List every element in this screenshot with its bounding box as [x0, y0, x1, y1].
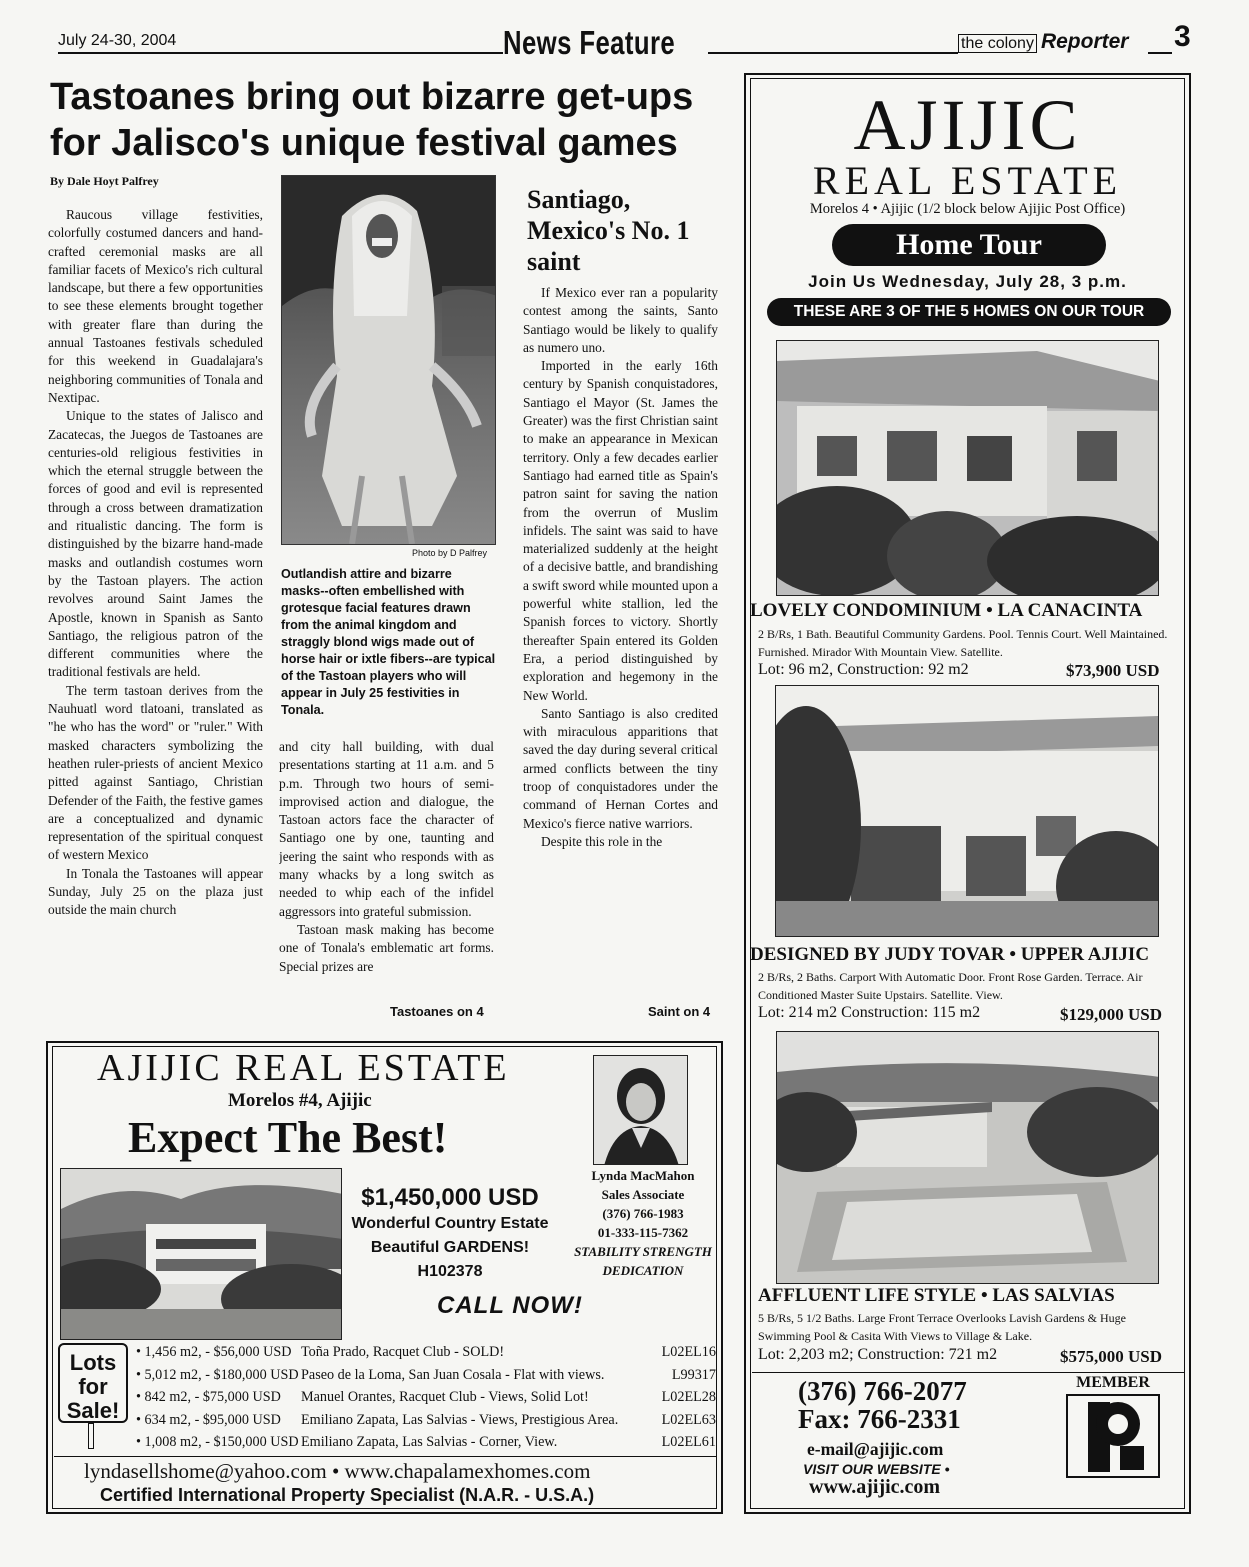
listing-price: $575,000 USD	[1060, 1347, 1163, 1366]
estate-line: Wonderful Country Estate	[351, 1215, 549, 1232]
lots-for-sale-sign-icon	[58, 1343, 128, 1423]
lot-description: Emiliano Zapata, Las Salvias - Corner, View.	[301, 1434, 558, 1450]
article-paragraph: and city hall building, with dual presentations starting at 11 a.m. and 5 p.m. Through two hours of semi-improvised action and dialogue, the Tastoan actors face the character of Santiago one by one, taunting and jeering the saint who responds with as many whacks by a long switch as needed to whip each of the infidel aggressors into grateful submission.	[279, 739, 494, 919]
header-rule-mid	[708, 52, 958, 54]
agent-motto: STABILITY STRENGTH	[574, 1244, 712, 1259]
contact-divider	[752, 1372, 1184, 1373]
lot-row	[136, 1341, 716, 1364]
lot-row	[136, 1431, 716, 1454]
article-paragraph: Unique to the states of Jalisco and Zacatecas, the Juegos de Tastoanes are centuries-old religious festivities in which the eternal struggle between the forces of good and evil is represented through a cross between dramatization and ritualistic dancing. The form is distinguished by the bizarre hand-made masks and outlandish costumes worn by the Tastoan players. The action revolves around Saint James the Apostle, known in Spanish as Santo Santiago, the religious patron of the different communities where the traditional festivals are held.	[48, 408, 263, 680]
article-paragraph: Tastoan mask making has become one of Tonala's emblematic art forms. Special prizes are	[279, 921, 494, 974]
sidebar-paragraph: Imported in the early 16th century by Spanish conquistadores, Santiago el Mayor (St. James the Greater) was the first Christian saint to make an appearance in Mexican territory. Only a few decades earlier Santiago had earned title as Spain's patron saint for saving the nation from the overrun of Muslim infidels. The saint was said to have materialized suddenly at the height of a decisive battle, and brandishing a swift sword while mounted upon a powerful white stallion, led the Spanish forces to victory. Shortly thereafter Spain entered its Golden Era, a period distinguished by exploration and hegemony in the New World.	[523, 358, 718, 703]
lot-row	[136, 1364, 716, 1387]
article-column-2	[279, 738, 494, 998]
listing-photo-tovar	[775, 685, 1159, 937]
ad-brand-title: AJIJIC	[853, 85, 1082, 165]
agent-info	[568, 1166, 718, 1280]
jump-saint: Saint on 4	[648, 1004, 711, 1019]
lot-code: L02EL63	[661, 1411, 716, 1428]
estate-code: H102378	[417, 1263, 483, 1280]
lot-row	[136, 1409, 716, 1432]
lot-description: Manuel Orantes, Racquet Club - Views, Solid Lot!	[301, 1389, 589, 1405]
agent-phone: (376) 766-1983	[602, 1206, 684, 1221]
listing-lot: Lot: 96 m2, Construction: 92 m2	[758, 661, 969, 678]
header-rule-right	[1148, 52, 1172, 54]
agent-title: Sales Associate	[601, 1187, 685, 1202]
lot-size-price: • 5,012 m2, - $180,000 USD	[136, 1366, 299, 1383]
listing-title: LOVELY CONDOMINIUM • LA CANACINTA	[750, 600, 1143, 621]
section-title: News Feature	[503, 24, 676, 61]
lot-size-price: • 1,008 m2, - $150,000 USD	[136, 1434, 299, 1450]
lots-sign-line: Sale!	[66, 1398, 120, 1423]
estate-price: $1,450,000 USD	[361, 1184, 539, 1211]
photo-credit: Photo by D Palfrey	[412, 548, 488, 558]
lots-sign-line: Lots for	[69, 1350, 117, 1399]
lot-size-price: • 842 m2, - $75,000 USD	[136, 1389, 281, 1405]
home-tour-badge: Home Tour	[832, 224, 1106, 266]
ad-phone: (376) 766-2077	[798, 1376, 967, 1406]
byline: By Dale Hoyt Palfrey	[50, 174, 159, 188]
ad-slogan: Expect The Best!	[128, 1113, 448, 1162]
sidebar-paragraph: If Mexico ever ran a popularity contest among the saints, Santo Santiago would be likely to qualify as numero uno.	[523, 285, 718, 355]
agent-phone-alt: 01-333-115-7362	[597, 1225, 689, 1240]
agent-motto: DEDICATION	[602, 1263, 684, 1278]
lot-row	[136, 1386, 716, 1409]
ad-fax: Fax: 766-2331	[798, 1404, 961, 1434]
lot-description: Paseo de la Loma, San Juan Cosala - Flat with views.	[301, 1366, 605, 1383]
paper-prefix: the colony	[958, 34, 1037, 53]
listing-title: DESIGNED BY JUDY TOVAR • UPPER AJIJIC	[750, 944, 1150, 965]
lots-table	[136, 1341, 716, 1454]
lot-size-price: • 634 m2, - $95,000 USD	[136, 1411, 281, 1428]
ad-address: Morelos 4 • Ajijic (1/2 block below Ajijic Post Office)	[809, 201, 1126, 217]
listing-lot: Lot: 2,203 m2; Construction: 721 m2	[758, 1346, 998, 1363]
sidebar-subhead: Santiago, Mexico's No. 1 saint	[527, 185, 690, 276]
sidebar-paragraph: Santo Santiago is also credited with miraculous apparitions that saved the day during several critical armed conflicts between the tiny troop of conquistadores under the command of Hernan Cortes and Mexico's fierce native warriors.	[523, 705, 718, 831]
ad-email: e-mail@ajijic.com	[807, 1439, 944, 1459]
ad-certification: Certified International Property Specialist (N.A.R. - U.S.A.)	[100, 1485, 595, 1505]
header-rule-left	[58, 52, 503, 54]
listing-title: AFFLUENT LIFE STYLE • LAS SALVIAS	[758, 1285, 1115, 1306]
sign-post	[88, 1423, 94, 1449]
ad-brand-subtitle: REAL ESTATE	[812, 158, 1123, 203]
listing-lot: Lot: 214 m2 Construction: 115 m2	[758, 1004, 981, 1021]
jump-tastoanes: Tastoanes on 4	[390, 1004, 484, 1019]
estate-photo	[60, 1168, 342, 1340]
article-paragraph: In Tonala the Tastoanes will appear Sunday, July 25 on the plaza just outside the main church	[48, 865, 263, 918]
ad-web-line: lyndasellshome@yahoo.com • www.chapalamexhomes.com	[84, 1459, 591, 1483]
listing-description: 5 B/Rs, 5 1/2 Baths. Large Front Terrace Overlooks Lavish Gardens & Huge Swimming Pool & Casita With Views to Village & Lake.	[758, 1311, 1126, 1343]
paper-name	[958, 30, 1128, 54]
listing-photo-condo	[776, 340, 1159, 596]
member-logo-icon	[1066, 1394, 1160, 1478]
listing-description: 2 B/Rs, 2 Baths. Carport With Automatic Door. Front Rose Garden. Terrace. Air Conditioned Master Suite Upstairs. Satellite. View.	[758, 970, 1143, 1002]
sidebar-paragraph: Despite this role in the	[541, 833, 663, 849]
ad-bottom-brand: AJIJIC REAL ESTATE	[97, 1047, 510, 1089]
listing-photo-salvias	[776, 1031, 1159, 1284]
tour-banner: THESE ARE 3 OF THE 5 HOMES ON OUR TOUR	[767, 298, 1171, 326]
lot-description: Emiliano Zapata, Las Salvias - Views, Prestigious Area.	[301, 1411, 619, 1428]
member-label: MEMBER	[1076, 1374, 1150, 1391]
paper-title: Reporter	[1040, 30, 1129, 53]
tastoan-photo	[281, 175, 496, 545]
lot-code: L02EL16	[661, 1344, 716, 1360]
estate-line: Beautiful GARDENS!	[370, 1239, 530, 1256]
article-paragraph: The term tastoan derives from the Nauhuatl word tlatoani, translated as "he who has the word" or "ruler." With masked characters symbolizing the heathen ruler-priests of ancient Mexico pitted against Santiago, Christian Defender of the Faith, the festive games are a conceptualized and dynamic representation of the spiritual conquest of western Mexico	[48, 682, 263, 863]
listing-price: $129,000 USD	[1060, 1005, 1163, 1024]
page-number: 3	[1174, 20, 1191, 53]
article-paragraph: Raucous village festivities, colorfully costumed dancers and hand-crafted ceremonial masks are all familiar facets of Mexico's rich cultural landscape, but there a few opportunities to see these elements brought together with greater flare than during the annual Tastoanes festivals scheduled for this weekend in Guadalajara's neighboring communities of Tonala and Nextipac.	[48, 207, 263, 405]
headline	[50, 74, 740, 166]
call-now: CALL NOW!	[437, 1292, 583, 1319]
ad-website: www.ajijic.com	[809, 1476, 941, 1498]
listing-description: 2 B/Rs, 1 Bath. Beautiful Community Gardens. Pool. Tennis Court. Well Maintained. Furnished. Mirador With Mountain View. Satellite.	[758, 627, 1168, 659]
ad-bottom-address: Morelos #4, Ajijic	[228, 1090, 372, 1111]
lot-code: L02EL28	[661, 1389, 716, 1405]
tour-date: Join Us Wednesday, July 28, 3 p.m.	[808, 272, 1127, 291]
lot-size-price: • 1,456 m2, - $56,000 USD	[136, 1344, 292, 1360]
agent-name: Lynda MacMahon	[591, 1168, 695, 1183]
article-column-1	[48, 206, 263, 1032]
photo-caption: Outlandish attire and bizarre masks--often embellished with grotesque facial features drawn from the animal kingdom and straggly blond wigs made out of horse hair or ixtle fibers--are typical of the Tastoan players who will appear in July 25 festivities in Tonala.	[281, 567, 496, 717]
issue-date: July 24-30, 2004	[58, 32, 177, 49]
ad-visit: VISIT OUR WEBSITE •	[803, 1461, 950, 1477]
lot-description: Toña Prado, Racquet Club - SOLD!	[301, 1344, 505, 1360]
listing-price: $73,900 USD	[1066, 661, 1160, 680]
estate-info	[345, 1184, 555, 1284]
headline-line-2: for Jalisco's unique festival games	[50, 122, 678, 164]
headline-line-1: Tastoanes bring out bizarre get-ups	[50, 76, 694, 118]
bottom-ad-divider	[54, 1456, 716, 1457]
agent-photo	[593, 1055, 688, 1165]
sidebar-column	[523, 284, 718, 984]
lot-code: L02EL61	[661, 1434, 716, 1450]
lot-code: L99317	[671, 1366, 716, 1383]
